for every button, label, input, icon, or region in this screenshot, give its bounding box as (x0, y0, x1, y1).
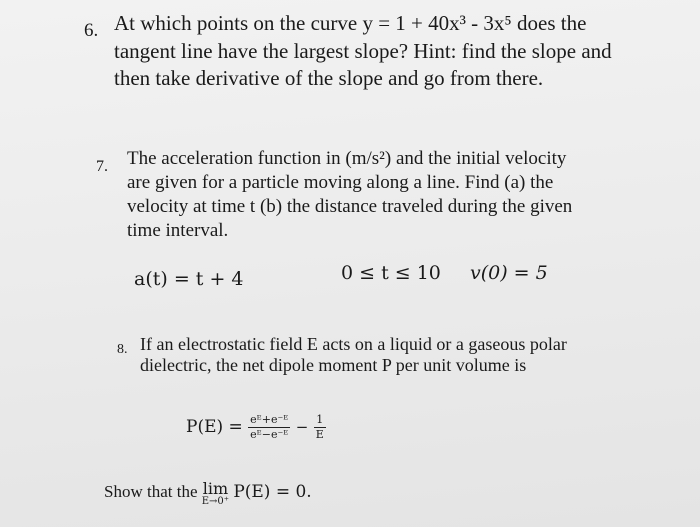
lim-subscript: E→0⁺ (201, 496, 230, 507)
limit-expression: P(E) = 0. (233, 482, 312, 502)
limit-statement (104, 479, 312, 507)
dipole-formula (186, 414, 326, 441)
problem-8-line-2: dielectric, the net dipole moment P per unit volume is (140, 355, 527, 375)
problem-6-line-3: then take derivative of the slope and go from there. (114, 66, 544, 90)
show-that-text: Show that the (104, 482, 198, 501)
problem-6-line-2: tangent line have the largest slope? Hint: find the slope and (114, 39, 612, 63)
fraction-2-numerator: 1 (316, 413, 324, 426)
lim-word: lim (202, 479, 229, 498)
fraction-1-denominator: eᴱ−e⁻ᴱ (250, 428, 289, 441)
formula-minus: − (295, 418, 309, 436)
problem-7-line-3: velocity at time t (b) the distance traveled during the given (127, 196, 573, 217)
problem-8-number: 8. (117, 342, 128, 357)
problem-7-line-2: are given for a particle moving along a line. Find (a) the (127, 172, 554, 193)
problem-7-line-1: The acceleration function in (m/s²) and the initial velocity (127, 148, 567, 169)
problem-6-line-1: At which points on the curve y = 1 + 40x³ - 3x⁵ does the (114, 11, 587, 35)
problem-8-line-1: If an electrostatic field E acts on a liquid or a gaseous polar (140, 334, 567, 354)
fraction-2-denominator: E (315, 428, 324, 441)
fraction-one-over-e (314, 414, 326, 441)
problem-6-number: 6. (84, 20, 99, 41)
fraction-1-numerator: eᴱ+e⁻ᴱ (250, 413, 289, 426)
initial-velocity: v(0) = 5 (470, 262, 548, 284)
fraction-cosh-over-sinh (248, 414, 290, 441)
time-interval: 0 ≤ t ≤ 10 (341, 262, 441, 284)
acceleration-function: a(t) = t + 4 (134, 268, 244, 290)
limit-operator (201, 479, 230, 507)
formula-lhs: P(E) = (186, 417, 243, 437)
problem-7-line-4: time interval. (127, 220, 229, 241)
problem-7-number: 7. (96, 158, 108, 175)
